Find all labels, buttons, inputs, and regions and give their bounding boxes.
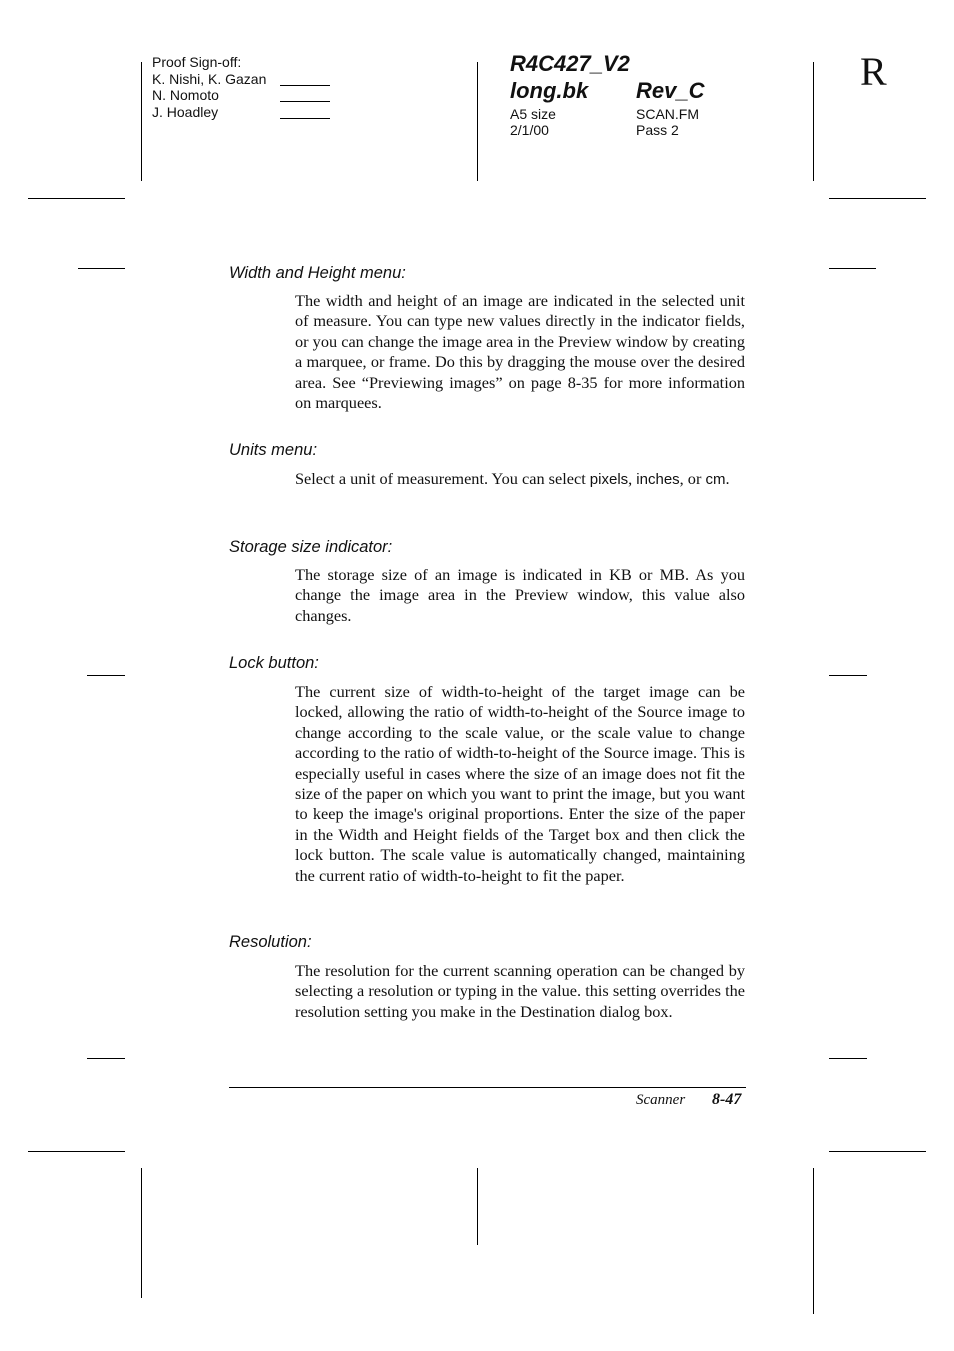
doc-date: 2/1/00 — [510, 122, 549, 138]
margin-mark-left-3 — [87, 1058, 125, 1059]
section-text: The storage size of an image is indicated in KB or MB. As you change the image area in the Preview window, this value also changes. — [295, 565, 745, 625]
text-fragment: , or — [679, 469, 706, 488]
margin-mark-left-1 — [78, 268, 125, 269]
corner-letter: R — [860, 49, 887, 94]
text-fragment: , — [628, 469, 637, 488]
section-heading: Units menu: — [229, 441, 318, 459]
signature-blank-2 — [280, 101, 330, 102]
margin-mark-left-2 — [87, 675, 125, 676]
section-heading: Storage size indicator: — [229, 538, 393, 556]
reviewer-2: N. Nomoto — [152, 87, 219, 103]
section-heading: Resolution: — [229, 933, 312, 951]
margin-mark-right-3 — [829, 1058, 867, 1059]
section-heading: Lock button: — [229, 654, 319, 672]
reviewer-3: J. Hoadley — [152, 104, 219, 120]
signature-blank-3 — [280, 118, 330, 119]
proof-title: Proof Sign-off: — [152, 54, 242, 70]
section-heading: Width and Height menu: — [229, 264, 406, 282]
section-text: The width and height of an image are indicated in the selected unit of measure. You can type new values directly in the indicator fields, or you can change the image area in the Preview window by creating a marquee, or frame. Do this by dragging the mouse over the desired area. See “Previewing images” on page 8-35 for more information on marquees. — [295, 291, 745, 413]
crop-mark-top-left-vertical — [141, 62, 142, 181]
doc-code: R4C427_V2 — [510, 51, 630, 76]
crop-mark-top-right-vertical — [813, 62, 814, 181]
section-text — [295, 469, 745, 490]
margin-mark-right-1 — [829, 268, 876, 269]
section-text: The resolution for the current scanning operation can be changed by selecting a resolution or typing in the value. this setting overrides the resolution setting you make in the Destination dialog box. — [295, 961, 745, 1021]
footer-page-number: 8-47 — [712, 1091, 742, 1108]
paper-size: A5 size — [510, 106, 556, 122]
signature-blank-1 — [280, 85, 330, 86]
footer-chapter: Scanner — [636, 1092, 686, 1108]
crop-mark-top-center-vertical — [477, 62, 478, 181]
pass-number: Pass 2 — [636, 122, 679, 138]
term-pixels: pixels — [589, 471, 629, 488]
reviewer-1: K. Nishi, K. Gazan — [152, 71, 267, 87]
margin-mark-right-2 — [829, 675, 867, 676]
file-name: SCAN.FM — [636, 106, 699, 122]
crop-mark-top-left-horizontal — [28, 198, 125, 199]
term-inches: inches — [636, 471, 680, 488]
book-name: long.bk — [510, 78, 589, 103]
crop-mark-bottom-left-vertical — [141, 1168, 142, 1298]
crop-mark-top-right-horizontal — [829, 198, 926, 199]
crop-mark-bottom-center-vertical — [477, 1168, 478, 1245]
term-cm: cm — [705, 471, 726, 488]
revision: Rev_C — [636, 78, 705, 103]
text-fragment: . — [725, 469, 730, 488]
crop-mark-bottom-right-horizontal — [829, 1151, 926, 1152]
crop-mark-bottom-right-vertical — [813, 1168, 814, 1314]
section-text: The current size of width-to-height of the target image can be locked, allowing the ratio of width-to-height of the Source image to change according to the scale value, or the scale value to change according to the ratio of width-to-height of the Source image. This is especially useful in cases where the size of an image does not fit the size of the paper on which you want to print the image, but you want to keep the image's original proportions. Enter the size of the paper in the Width and Height fields of the Target box and then click the lock button. The scale value is automatically changed, maintaining the current ratio of width-to-height to fit the paper. — [295, 682, 745, 885]
footer-rule — [229, 1087, 746, 1088]
crop-mark-bottom-left-horizontal — [28, 1151, 125, 1152]
text-fragment: Select a unit of measurement. You can select — [295, 469, 590, 488]
